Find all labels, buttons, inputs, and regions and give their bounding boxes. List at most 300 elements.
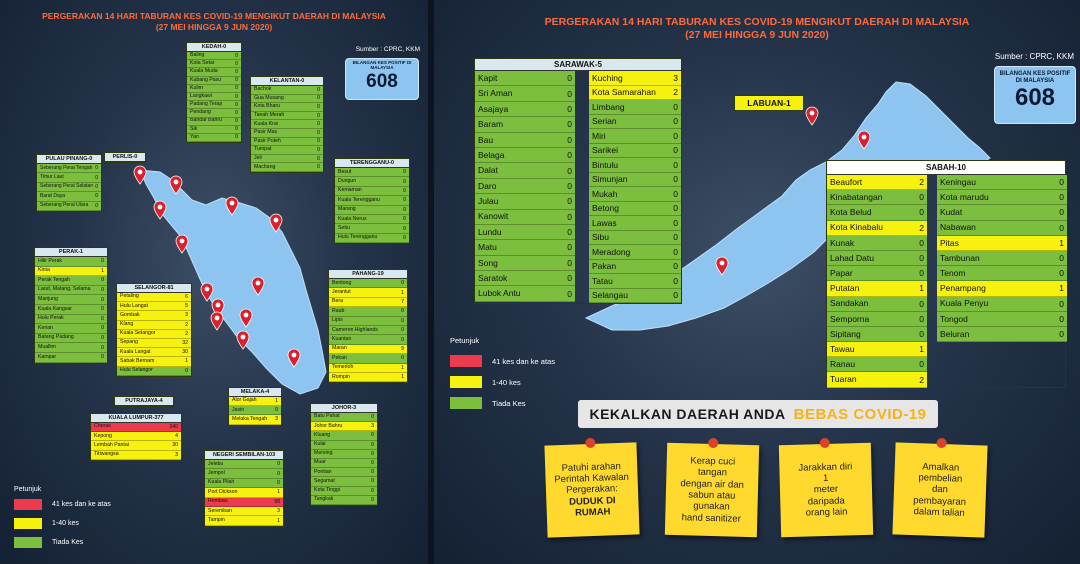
map-pin [269,213,283,233]
note-line: dan [931,484,949,496]
sarawak-col-2 [589,71,681,303]
district-cases: 0 [567,257,572,268]
state-table-selangor [116,283,192,377]
district-name: Sik [190,125,198,132]
state-table-kelantan-title: KELANTAN-0 [251,77,323,86]
district-cases: 0 [673,203,678,214]
district-name: Sabak Bernam [120,357,155,364]
case-count-label-right: BILANGAN KES POSITIF DI MALAYSIA [999,71,1071,84]
district-row [91,441,181,450]
district-row [251,155,323,164]
district-name: Bintulu [592,159,618,170]
district-name: Kuala Pilah [208,479,235,486]
district-row [589,260,681,275]
pushpin-icon [585,438,595,448]
note-line: Jarakkan diri [798,460,853,474]
district-cases: 0 [673,101,678,112]
district-cases: 0 [401,280,404,287]
district-row [205,460,283,469]
district-cases: 0 [235,93,238,100]
sabah-col-2 [937,175,1067,342]
district-row [251,112,323,121]
district-row [475,210,575,225]
district-cases: 3 [185,312,188,319]
district-name: Raub [332,307,345,314]
district-row [329,298,407,307]
note-line: Patuhi arahan [561,460,621,474]
district-name: Langkawi [190,92,212,99]
district-row [229,415,281,424]
map-pin [251,276,265,296]
district-name: Muallim [38,344,56,351]
district-name: Rembau [208,498,228,505]
district-name: Jasin [232,406,245,413]
district-name: Seberang Perai Selatan [40,183,94,190]
district-row [335,196,409,205]
district-row [335,187,409,196]
district-name: Kepong [94,432,112,439]
district-cases: 2 [919,177,924,188]
district-cases: 0 [567,273,572,284]
map-pin [239,308,253,328]
district-row [329,354,407,363]
district-cases: 0 [919,298,924,309]
district-cases: 0 [275,407,278,414]
district-row [205,498,283,507]
district-name: Lubok Antu [478,288,521,299]
district-row [205,479,283,488]
district-name: Kanowit [478,211,509,222]
district-cases: 30 [172,442,178,449]
state-table-terengganu-title: TERENGGANU-0 [335,159,409,168]
district-row [335,234,409,243]
district-row [117,321,191,330]
legend-label-none: Tiada Kes [52,539,84,546]
legend-swatch-high [14,499,42,510]
district-row [937,205,1067,220]
district-row [35,343,107,353]
district-cases: 1 [277,489,280,496]
legend-item-high-right [450,355,555,367]
district-row [311,413,377,422]
title-right-line1: PERGERAKAN 14 HARI TABURAN KES COVID-19 MENGIKUT DAERAH DI MALAYSIA [544,16,970,28]
district-cases: 0 [567,150,572,161]
state-table-sabah-title: SABAH-10 [827,161,1065,175]
district-cases: 0 [919,253,924,264]
district-row [827,236,927,251]
district-name: Titiwangsa [94,451,119,458]
pushpin-icon [936,438,946,448]
district-name: Keningau [940,176,976,187]
district-cases: 0 [673,290,678,301]
district-cases: 0 [567,134,572,145]
district-cases: 0 [235,52,238,59]
district-row [827,297,927,312]
district-row [251,86,323,95]
district-cases: 0 [567,119,572,130]
district-name: Belaga [478,149,505,160]
district-cases: 0 [1059,207,1064,218]
district-cases: 0 [277,461,280,468]
district-cases: 0 [101,306,104,313]
district-name: Jelebu [208,460,224,467]
district-row [827,281,927,296]
district-row [475,179,575,194]
district-name: Kuala Penyu [940,298,989,309]
district-row [251,95,323,104]
district-name: Meradong [592,246,631,257]
note-line: Perintah Kawalan [554,471,629,486]
district-cases: 0 [1059,192,1064,203]
district-cases: 0 [403,216,406,223]
district-name: Putatan [830,283,860,294]
sabah-col-1 [827,175,927,388]
campaign-banner [578,400,938,428]
state-table-putrajaya-title: PUTRAJAYA-4 [115,397,173,406]
district-cases: 0 [1059,298,1064,309]
district-cases: 0 [277,479,280,486]
district-name: Semporna [830,313,870,324]
district-cases: 0 [317,146,320,153]
district-row [589,216,681,231]
district-row [329,317,407,326]
district-row [827,372,927,387]
district-cases: 0 [1059,177,1064,188]
note-line: Pergerakan: [565,483,619,497]
district-name: Tangkak [314,496,334,503]
district-cases: 0 [567,103,572,114]
district-row [205,516,283,525]
district-row [37,183,101,192]
district-cases: 0 [919,313,924,324]
legend-item-mid [14,518,111,529]
district-name: Kunak [830,237,855,248]
district-row [827,342,927,357]
district-cases: 0 [1059,328,1064,339]
district-name: Kinta [38,267,50,274]
district-name: Hulu Perak [38,315,64,322]
district-name: Batu Pahat [314,413,340,420]
district-name: Tenom [940,267,966,278]
map-pin [805,106,819,126]
district-cases: 3 [277,508,280,515]
district-cases: 1 [185,358,188,365]
district-name: Tongod [940,313,968,324]
legend-title: Petunjuk [14,486,42,493]
state-table-ns-title: NEGERI SEMBILAN-103 [205,451,283,460]
note-line: pembelian [918,472,963,485]
legend-title-right: Petunjuk [450,336,480,345]
district-row [37,202,101,211]
district-name: Kemaman [338,187,362,194]
district-name: Pendang [190,109,211,116]
case-count-label: BILANGAN KES POSITIF DI MALAYSIA [352,60,412,70]
district-cases: 0 [1059,222,1064,233]
district-cases: 0 [401,317,404,324]
district-name: Sipitang [830,328,861,339]
district-row [827,312,927,327]
district-cases: 0 [317,112,320,119]
district-row [475,225,575,240]
district-cases: 0 [401,308,404,315]
district-cases: 0 [317,155,320,162]
legend-label-high: 41 kes dan ke atas [52,501,111,508]
district-cases: 2 [185,321,188,328]
district-name: Tanah Merah [254,111,285,118]
district-row [827,205,927,220]
district-row [117,339,191,348]
district-row [251,129,323,138]
district-name: Rompin [332,373,350,380]
district-cases: 1 [401,374,404,381]
district-row [937,312,1067,327]
state-table-labuan [734,95,804,111]
district-name: Bachok [254,86,272,93]
district-row [335,215,409,224]
district-row [117,293,191,302]
state-table-selangor-title: SELANGOR-81 [117,284,191,293]
district-cases: 0 [95,202,98,209]
district-cases: 1 [401,364,404,371]
district-cases: 0 [371,414,374,421]
district-row [589,129,681,144]
state-table-kl-title: KUALA LUMPUR-377 [91,414,181,423]
district-cases: 0 [403,178,406,185]
district-name: Kuala Nerus [338,215,367,222]
district-name: Seberang Perai Tengah [40,164,93,171]
district-cases: 1 [919,283,924,294]
district-row [251,146,323,155]
district-row [329,364,407,373]
district-row [937,297,1067,312]
map-pin [715,256,729,276]
district-cases: 1 [401,289,404,296]
state-table-kelantan [250,76,324,173]
district-name: Sandakan [830,298,869,309]
district-name: Kuala Langat [120,348,151,355]
district-cases: 0 [673,246,678,257]
district-name: Pasir Mas [254,129,278,136]
legend-swatch-none [14,537,42,548]
district-name: Dungun [338,177,357,184]
note-line: daripada [807,495,845,508]
district-row [311,431,377,440]
district-name: Kota Setar [190,60,215,67]
district-row [937,281,1067,296]
district-cases: 1 [101,267,104,274]
district-name: Johor Bahru [314,422,343,429]
sarawak-col-1 [475,71,575,302]
district-name: Petaling [120,293,139,300]
district-cases: 0 [919,328,924,339]
note-emphasis: RUMAH [574,506,611,519]
district-row [229,406,281,415]
district-row [589,144,681,159]
district-cases: 0 [185,367,188,374]
district-name: Lembah Pantai [94,441,129,448]
district-name: Kota Tinggi [314,486,340,493]
district-cases: 0 [1059,313,1064,324]
note-emphasis: DUDUK DI [568,494,616,508]
legend-label-mid: 1-40 kes [52,520,79,527]
district-cases: 7 [401,298,404,305]
district-cases: 0 [403,197,406,204]
state-table-kedah-title: KEDAH-0 [187,43,241,52]
district-cases: 0 [235,109,238,116]
district-row [35,324,107,334]
district-row [475,194,575,209]
district-name: Barat Daya [40,192,66,199]
district-row [937,327,1067,342]
district-cases: 0 [919,268,924,279]
district-cases: 0 [235,68,238,75]
district-cases: 0 [371,487,374,494]
district-name: Mersing [314,450,333,457]
district-row [187,85,241,93]
district-row [35,353,107,363]
state-table-kl [90,413,182,461]
district-name: Simunjan [592,174,628,184]
district-name: Kota Bharu [254,103,280,110]
district-row [475,102,575,117]
district-cases: 0 [95,174,98,181]
district-name: Kuala Selangor [120,330,156,337]
district-cases: 0 [101,325,104,332]
district-name: Asajaya [478,103,509,114]
district-name: Kuala Kangsar [38,305,73,312]
district-row [827,190,927,205]
state-table-johor [310,403,378,506]
district-cases: 0 [317,95,320,102]
district-cases: 0 [235,126,238,133]
district-cases: 0 [277,470,280,477]
district-row [335,224,409,233]
district-cases: 0 [567,180,572,191]
district-row [335,177,409,186]
district-row [475,148,575,163]
district-name: Timur Laut [40,174,64,181]
advice-note [665,443,759,537]
district-row [589,231,681,246]
district-row [251,120,323,129]
state-table-pinang-title: PULAU PINANG-0 [37,155,101,164]
district-name: Kuala Muda [190,68,218,75]
district-name: Machang [254,163,276,170]
state-table-sarawak-title: SARAWAK-5 [475,59,681,71]
district-cases: 1 [1059,237,1064,248]
district-cases: 0 [919,237,924,248]
pushpin-icon [708,438,718,448]
district-name: Padang Terap [190,101,223,108]
district-cases: 0 [919,192,924,203]
district-name: Kuala Krai [254,120,278,127]
title-right-line2: (27 MEI HINGGA 9 JUN 2020) [685,29,829,42]
district-cases: 0 [673,217,678,228]
district-row [35,315,107,325]
state-table-sarawak [474,58,682,304]
district-name: Larut, Matang, Selama [38,286,91,293]
district-name: Tatau [592,275,613,286]
map-pin [210,311,224,331]
legend-label-none-right: Tiada Kes [492,398,526,408]
map-pin [153,200,167,220]
legend-left [14,486,111,548]
state-table-putrajaya [114,396,174,407]
district-name: Melaka Tengah [232,415,268,422]
district-row [311,496,377,505]
title-line2: (27 MEI HINGGA 9 JUN 2020) [155,21,273,32]
district-row [937,251,1067,266]
pushpin-icon [820,438,830,448]
legend-swatch-high-right [450,355,482,367]
district-name: Kapit [478,72,498,83]
map-pin [236,330,250,350]
district-cases: 3 [175,451,178,458]
district-name: Maran [332,345,347,352]
district-cases: 0 [235,118,238,125]
district-name: Papar [830,267,853,278]
district-name: Kuching [592,72,623,83]
district-row [205,488,283,497]
district-name: Julau [478,196,499,207]
district-cases: 0 [401,336,404,343]
district-name: Jeli [254,154,262,161]
district-name: Hulu Langat [120,302,148,309]
district-cases: 0 [101,277,104,284]
district-row [475,86,575,101]
district-cases: 2 [673,87,678,98]
map-pin [225,196,239,216]
district-row [311,459,377,468]
district-row [187,134,241,142]
district-cases: 0 [235,77,238,84]
district-row [187,52,241,60]
district-row [187,77,241,85]
district-cases: 0 [673,261,678,272]
district-row [117,302,191,311]
district-name: Jempol [208,469,225,476]
district-row [937,266,1067,281]
district-name: Kulim [190,84,203,91]
district-name: Penampang [940,283,986,294]
district-cases: 0 [673,188,678,199]
district-cases: 0 [371,450,374,457]
district-name: Seremban [208,507,232,514]
district-row [329,326,407,335]
district-cases: 0 [673,159,678,170]
district-name: Sepang [120,339,138,346]
district-row [475,71,575,86]
district-cases: 0 [371,441,374,448]
district-name: Manjung [38,296,58,303]
district-name: Baling [190,52,205,58]
district-name: Serian [592,116,617,126]
note-line: orang lain [805,506,848,519]
state-table-pahang [328,269,408,383]
district-row [37,164,101,173]
district-cases: 0 [673,232,678,243]
case-count-value-right: 608 [1014,84,1056,112]
district-name: Beluran [940,328,970,339]
district-row [475,286,575,301]
district-row [35,276,107,286]
state-table-perlis [104,152,146,163]
district-row [37,173,101,182]
district-cases: 0 [401,327,404,334]
district-row [229,397,281,406]
district-name: Daro [478,180,497,191]
district-row [329,288,407,297]
